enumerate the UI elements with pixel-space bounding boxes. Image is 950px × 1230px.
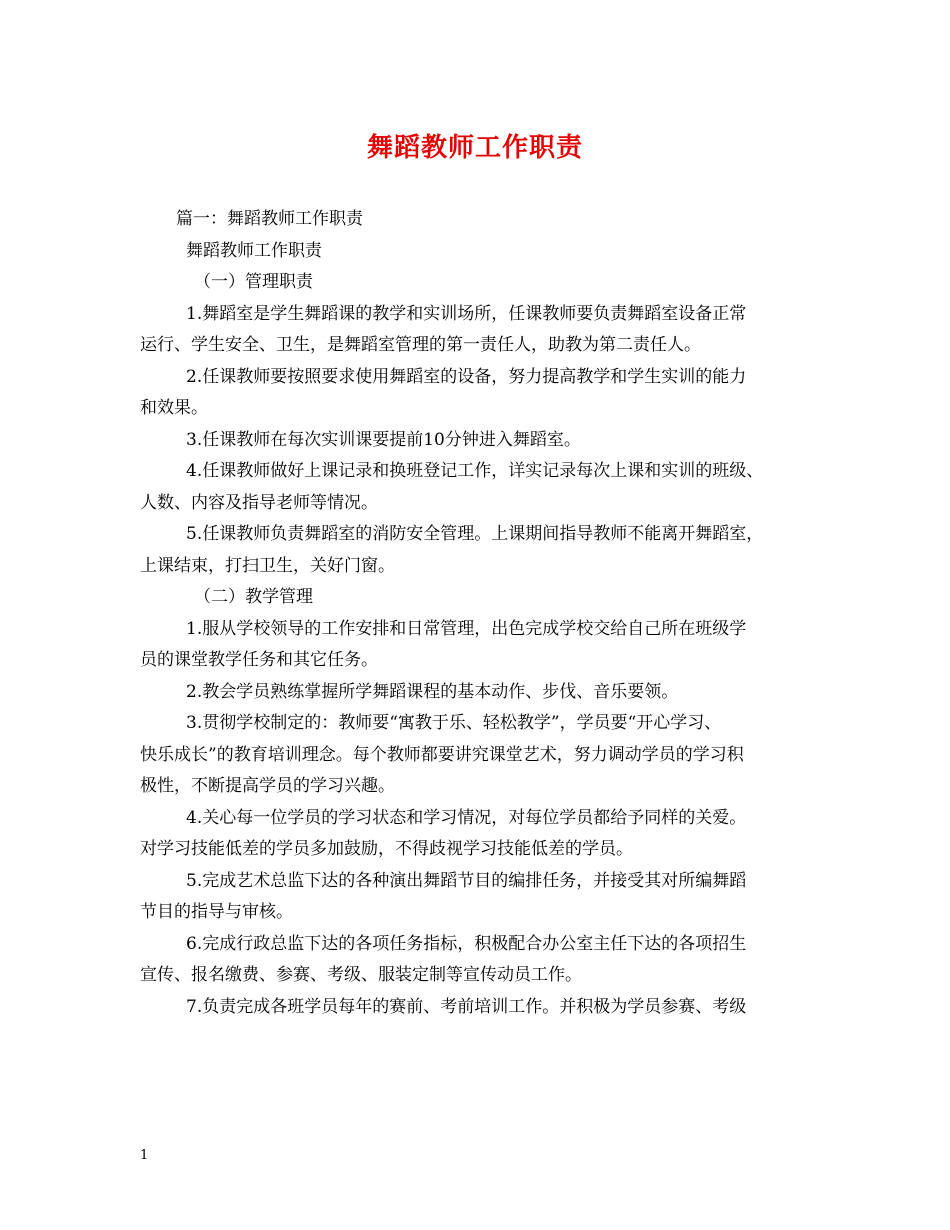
paragraph-line: 宣传、报名缴费、参赛、考级、服装定制等宣传动员工作。	[140, 965, 582, 985]
paragraph-line: 4.关心每一位学员的学习状态和学习情况，对每位学员都给予同样的关爱。	[186, 807, 747, 828]
paragraph-line: 快乐成长”的教育培训理念。每个教师都要讲究课堂艺术，努力调动学员的学习积	[140, 744, 744, 765]
paragraph-line: 6.完成行政总监下达的各项任务指标，积极配合办公室主任下达的各项招生	[186, 933, 747, 954]
paragraph-line: 5.完成艺术总监下达的各种演出舞蹈节目的编排任务，并接受其对所编舞蹈	[186, 870, 747, 891]
sub-heading: 舞蹈教师工作职责	[186, 240, 322, 261]
paragraph-line: 2.教会学员熟练掌握所学舞蹈课程的基本动作、步伐、音乐要领。	[186, 681, 679, 702]
paragraph-line: 1.舞蹈室是学生舞蹈课的教学和实训场所，任课教师要负责舞蹈室设备正常	[186, 303, 747, 324]
paragraph-line: 极性，不断提高学员的学习兴趣。	[140, 776, 395, 796]
paragraph-line: 人数、内容及指导老师等情况。	[140, 492, 378, 513]
section-heading: （二）教学管理	[194, 587, 313, 607]
paragraph-line: 7.负责完成各班学员每年的赛前、考前培训工作。并积极为学员参赛、考级	[186, 996, 747, 1017]
paragraph-line: 1.服从学校领导的工作安排和日常管理，出色完成学校交给自己所在班级学	[186, 618, 747, 639]
paragraph-line: 节目的指导与审核。	[140, 902, 293, 922]
section-heading: （一）管理职责	[194, 272, 313, 292]
paragraph-line: 员的课堂教学任务和其它任务。	[140, 650, 378, 670]
paragraph-line: 3.任课教师在每次实训课要提前10分钟进入舞蹈室。	[186, 429, 581, 450]
paragraph-line: 运行、学生安全、卫生，是舞蹈室管理的第一责任人，助教为第二责任人。	[140, 335, 701, 355]
paragraph-line: 上课结束，打扫卫生，关好门窗。	[140, 555, 395, 576]
paragraph-line: 对学习技能低差的学员多加鼓励，不得歧视学习技能低差的学员。	[140, 839, 633, 859]
paragraph-line: 3.贯彻学校制定的：教师要“寓教于乐、轻松教学”，学员要“开心学习、	[186, 713, 722, 733]
paragraph-line: 4.任课教师做好上课记录和换班登记工作，详实记录每次上课和实训的班级、	[186, 461, 764, 481]
paragraph-line: 和效果。	[140, 398, 208, 418]
document-body	[140, 204, 830, 1023]
paragraph-line: 5.任课教师负责舞蹈室的消防安全管理。上课期间指导教师不能离开舞蹈室，	[186, 524, 764, 544]
section-heading: 篇一：舞蹈教师工作职责	[176, 209, 363, 229]
paragraph-line: 2.任课教师要按照要求使用舞蹈室的设备，努力提高教学和学生实训的能力	[186, 366, 747, 387]
page-number: 1	[140, 1148, 149, 1163]
document-title: 舞蹈教师工作职责	[366, 133, 583, 163]
